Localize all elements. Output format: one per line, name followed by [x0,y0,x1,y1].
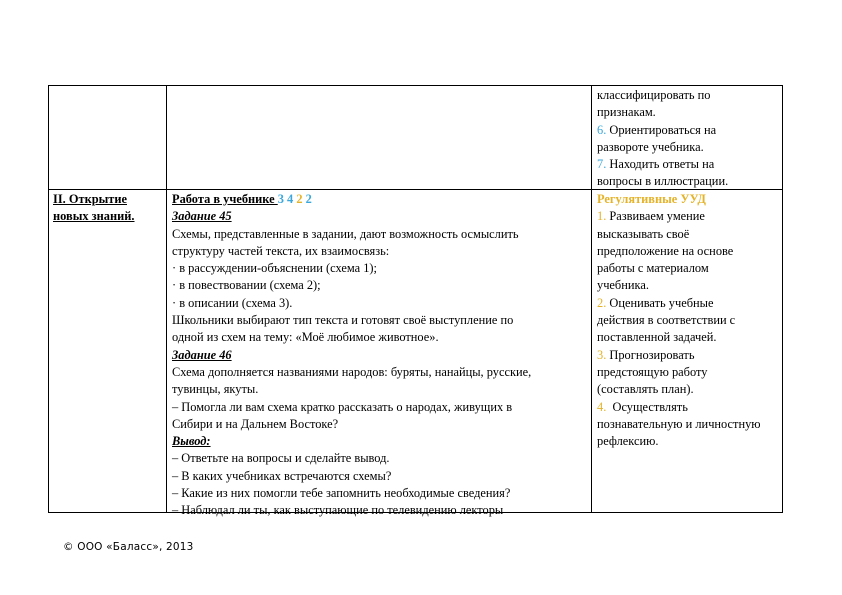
skill-line: 6. Ориентироваться на [597,122,717,137]
uud-number: 3. [597,347,607,362]
stage-title: II. Открытие [53,192,127,206]
uud-line: рефлексию. [597,434,659,449]
uud-line: учебника. [597,278,649,293]
task-45-heading: Задание 45 [172,209,232,224]
conclusion-line: – Наблюдал ли ты, как выступающие по телевидению лекторы [172,503,504,518]
uud-line: высказывать своё [597,226,690,241]
task-45-line: структуру частей текста, их взаимосвязь: [172,243,390,258]
page-digit: 3 [277,192,284,206]
uud-line: предположение на основе [597,243,734,258]
task-45-line: одной из схем на тему: «Моё любимое животное». [172,330,439,345]
uud-line: 1. Развиваем умение [597,209,705,224]
task-45-line: · в повествовании (схема 2); [172,278,321,293]
skill-line: развороте учебника. [597,139,704,154]
uud-line: 4. Осуществлять [597,399,688,414]
skill-line: 7. Находить ответы на [597,157,715,172]
page-digit: 2 [296,192,303,206]
task-45-line: · в рассуждении-объяснении (схема 1); [172,261,378,276]
conclusion-line: – В каких учебниках встречаются схемы? [172,468,392,483]
task-46-line: Схема дополняется названиями народов: буряты, нанайцы, русские, [172,364,532,379]
task-46-line: Сибири и на Дальнем Востоке? [172,416,339,431]
page-digit: 4 [287,192,294,206]
stage-title-cont: новых знаний. [53,209,135,224]
task-46-line: тувинцы, якуты. [172,382,259,397]
skill-line: признакам. [597,105,656,120]
copyright-footer: © ООО «Баласс», 2013 [63,541,194,553]
work-title: Работа в учебнике 3 4 2 2 [172,192,312,206]
skill-line: классифицировать по [597,88,711,102]
skill-line: вопросы в иллюстрации. [597,174,729,189]
task-45-line: · в описании (схема 3). [172,295,293,310]
skill-number: 6. [597,122,607,137]
uud-line: предстоящую работу [597,364,708,379]
task-46-heading: Задание 46 [172,347,232,362]
lesson-table [48,85,783,518]
uud-cell [597,191,781,450]
column-divider-1 [166,86,167,512]
uud-line: познавательную и личностную [597,416,761,431]
uud-title: Регулятивные УУД [597,192,706,206]
uud-number: 2. [597,295,607,310]
page-digit: 2 [305,192,312,206]
uud-line: поставленной задачей. [597,330,717,345]
task-46-line: – Помогла ли вам схема кратко рассказать о народах, живущих в [172,399,513,414]
conclusion-line: – Какие из них помогли тебе запомнить необходимые сведения? [172,486,511,501]
uud-line: (составлять план). [597,382,694,397]
skill-number: 7. [597,157,607,172]
column-divider-2 [591,86,592,512]
uud-line: 2. Оценивать учебные [597,295,714,310]
conclusion-line: – Ответьте на вопросы и сделайте вывод. [172,451,390,466]
conclusion-heading: Вывод: [172,434,211,449]
top-row-skills-cell [597,87,781,191]
uud-line: 3. Прогнозировать [597,347,695,362]
stage-cell [53,191,165,226]
uud-number: 4. [597,399,607,414]
task-45-line: Школьники выбирают тип текста и готовят своё выступление по [172,313,514,328]
uud-number: 1. [597,209,607,224]
uud-line: работы с материалом [597,261,709,276]
task-45-line: Схемы, представленные в задании, дают возможность осмыслить [172,226,519,241]
work-content-cell [172,191,586,520]
uud-line: действия в соответствии с [597,313,736,328]
